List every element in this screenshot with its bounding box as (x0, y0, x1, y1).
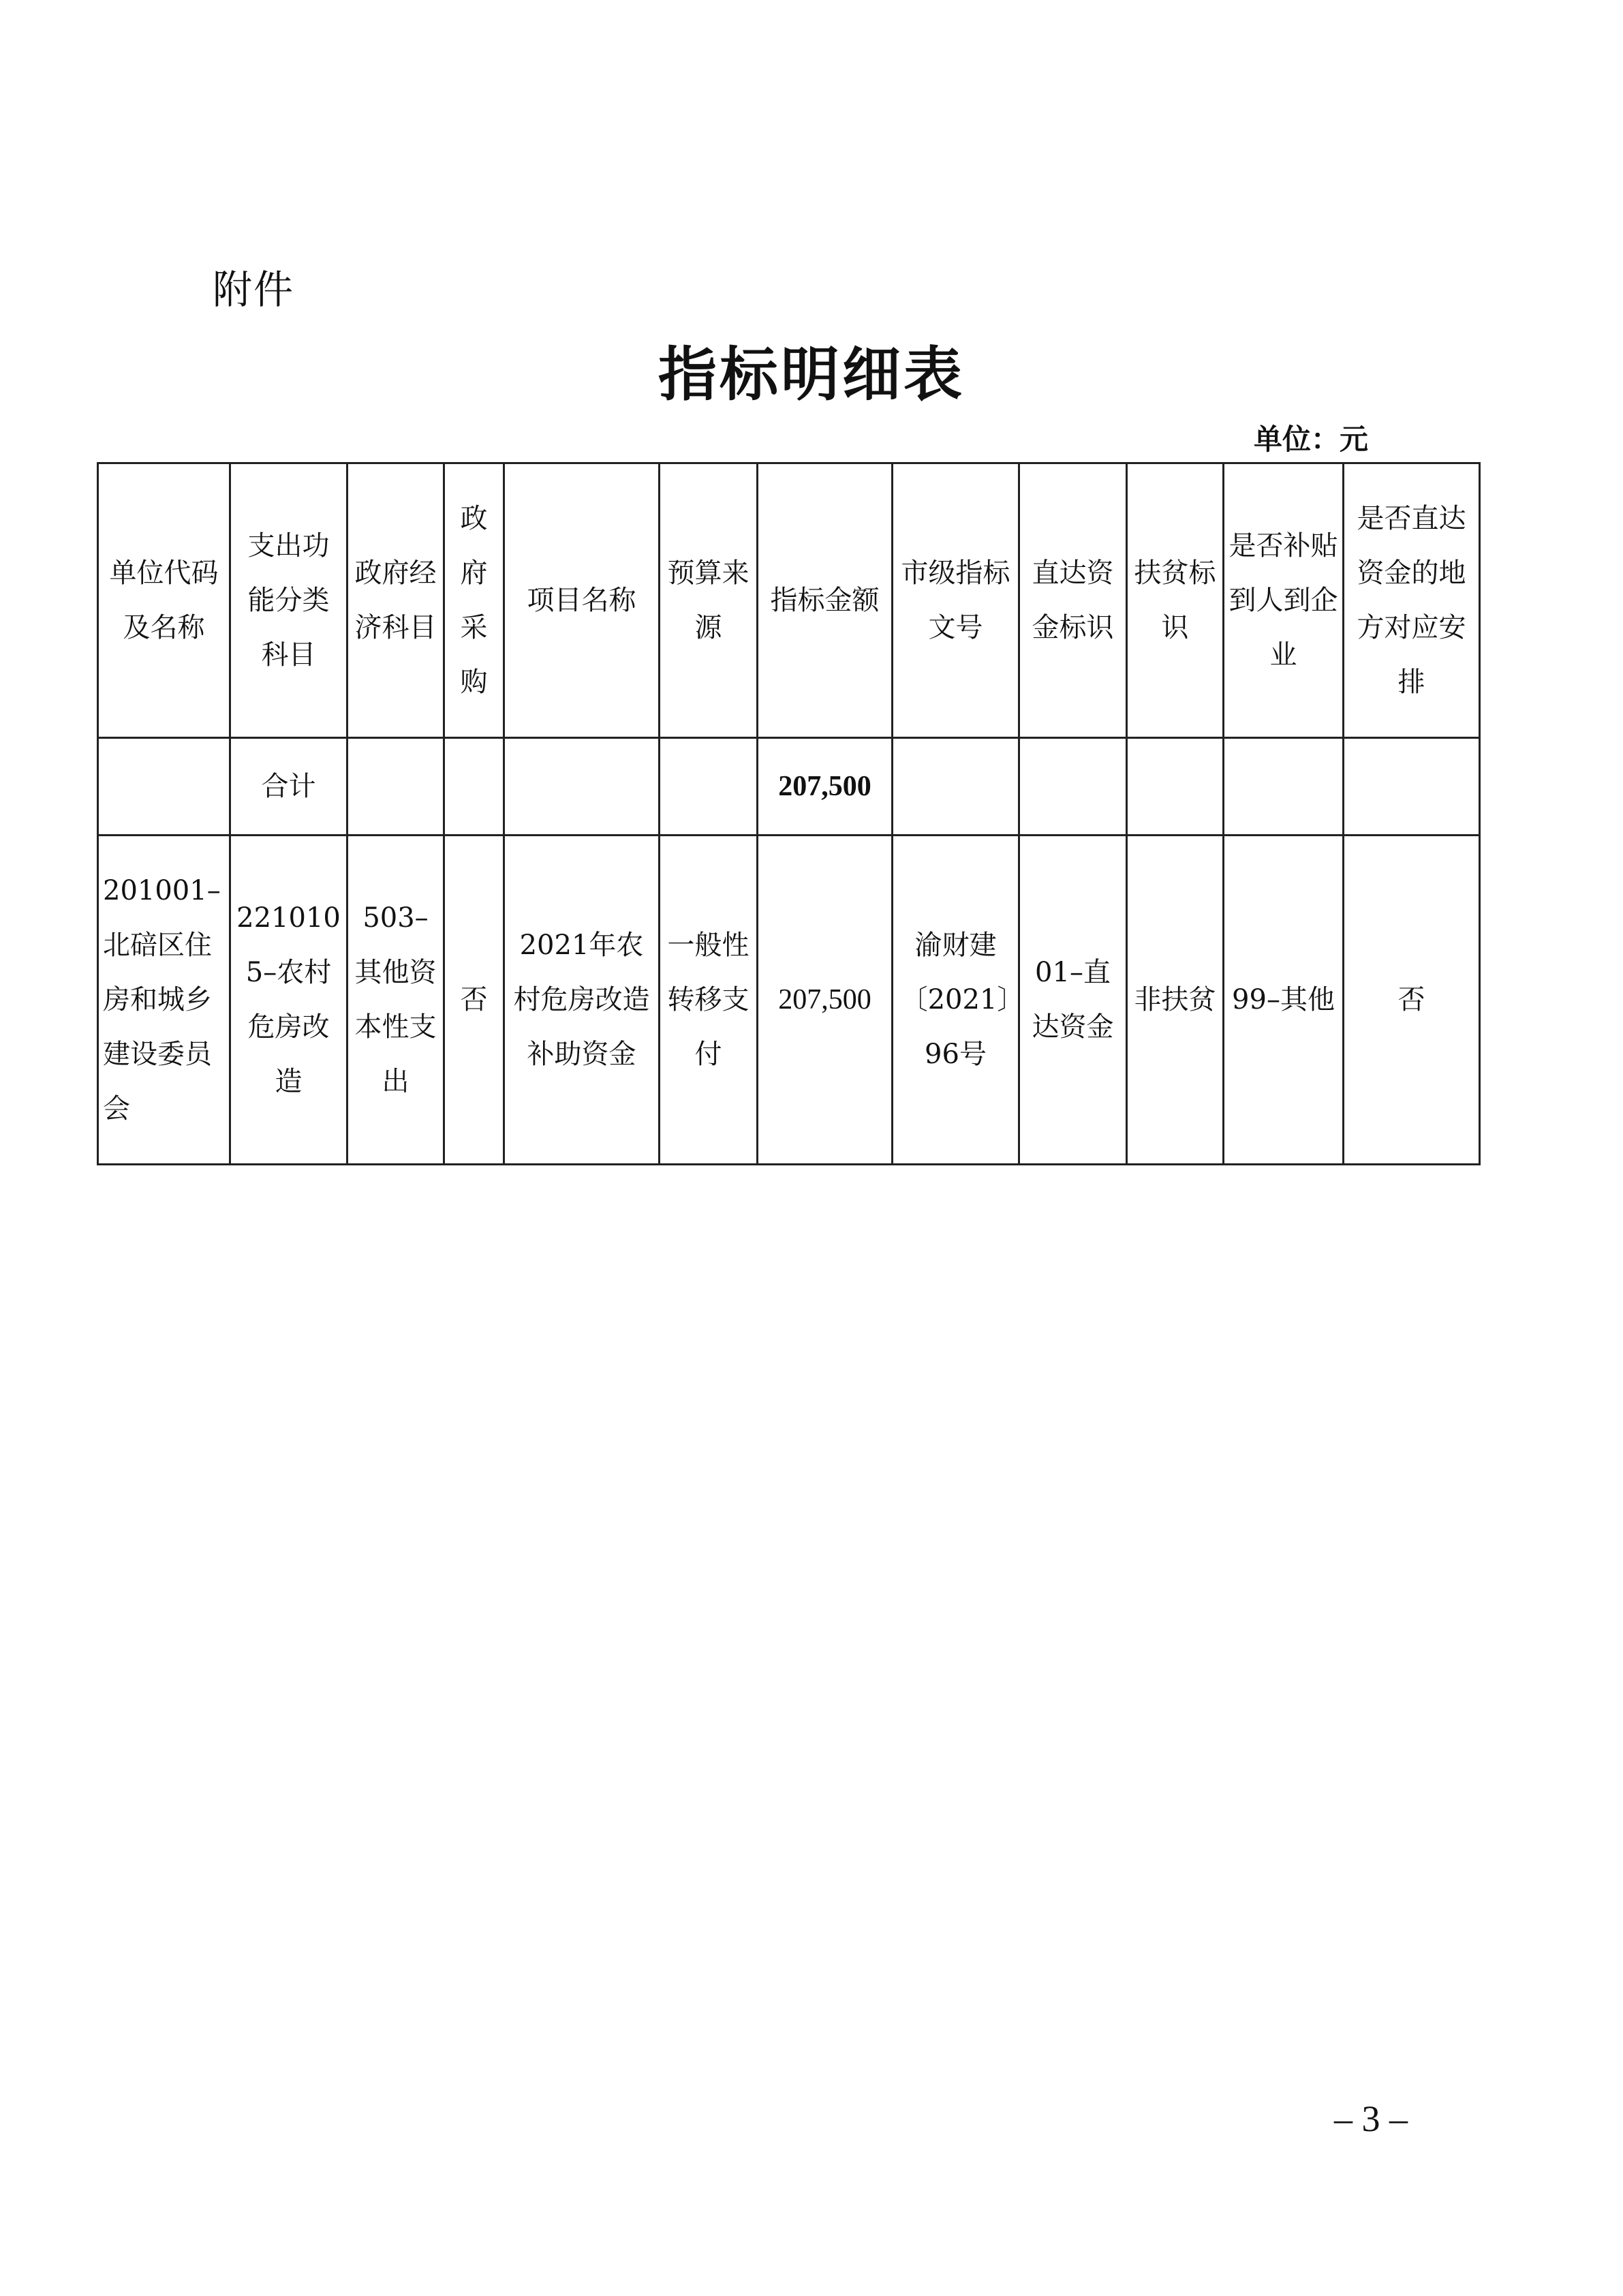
empty-cell (504, 738, 660, 836)
header-cell: 指标金额 (758, 463, 893, 738)
empty-cell (1224, 738, 1344, 836)
empty-cell (1019, 738, 1127, 836)
header-cell: 政府采购 (444, 463, 504, 738)
direct-fund-local-cell: 否 (1344, 836, 1480, 1165)
table-header-row (98, 463, 1480, 738)
header-cell: 是否直达资金的地方对应安排 (1344, 463, 1480, 738)
unit-code-name-cell: 201001–北碚区住房和城乡建设委员会 (98, 836, 230, 1165)
total-label: 合计 (230, 738, 347, 836)
table-total-row (98, 738, 1480, 836)
gov-procurement-cell: 否 (444, 836, 504, 1165)
function-subject-cell: 2210105–农村危房改造 (230, 836, 347, 1165)
subsidy-to-person-cell: 99–其他 (1224, 836, 1344, 1165)
doc-number-cell: 渝财建〔2021〕96号 (893, 836, 1019, 1165)
header-cell: 支出功能分类科目 (230, 463, 347, 738)
header-cell: 是否补贴到人到企业 (1224, 463, 1344, 738)
document-title: 指标明细表 (658, 341, 965, 409)
attachment-label: 附件 (213, 266, 295, 313)
header-cell: 单位代码 及名称 (98, 463, 230, 738)
header-cell: 扶贫标识 (1127, 463, 1224, 738)
empty-cell (347, 738, 444, 836)
total-amount: 207,500 (758, 738, 893, 836)
empty-cell (1127, 738, 1224, 836)
header-cell: 预算来源 (660, 463, 758, 738)
empty-cell (893, 738, 1019, 836)
poverty-flag-cell: 非扶贫 (1127, 836, 1224, 1165)
direct-fund-flag-cell: 01–直达资金 (1019, 836, 1127, 1165)
unit-label: 单位：元 (1254, 423, 1369, 456)
empty-cell (660, 738, 758, 836)
header-cell: 市级指标文号 (893, 463, 1019, 738)
header-cell: 直达资金标识 (1019, 463, 1127, 738)
economic-subject-cell: 503–其他资本性支出 (347, 836, 444, 1165)
header-cell: 项目名称 (504, 463, 660, 738)
header-cell: 政府经济科目 (347, 463, 444, 738)
budget-source-cell: 一般性转移支付 (660, 836, 758, 1165)
table-row (98, 836, 1480, 1165)
project-name-cell: 2021年农村危房改造补助资金 (504, 836, 660, 1165)
empty-cell (1344, 738, 1480, 836)
empty-cell (98, 738, 230, 836)
page-number: – 3 – (1334, 2098, 1408, 2139)
amount-cell: 207,500 (758, 836, 893, 1165)
indicator-detail-table (97, 462, 1481, 1165)
empty-cell (444, 738, 504, 836)
